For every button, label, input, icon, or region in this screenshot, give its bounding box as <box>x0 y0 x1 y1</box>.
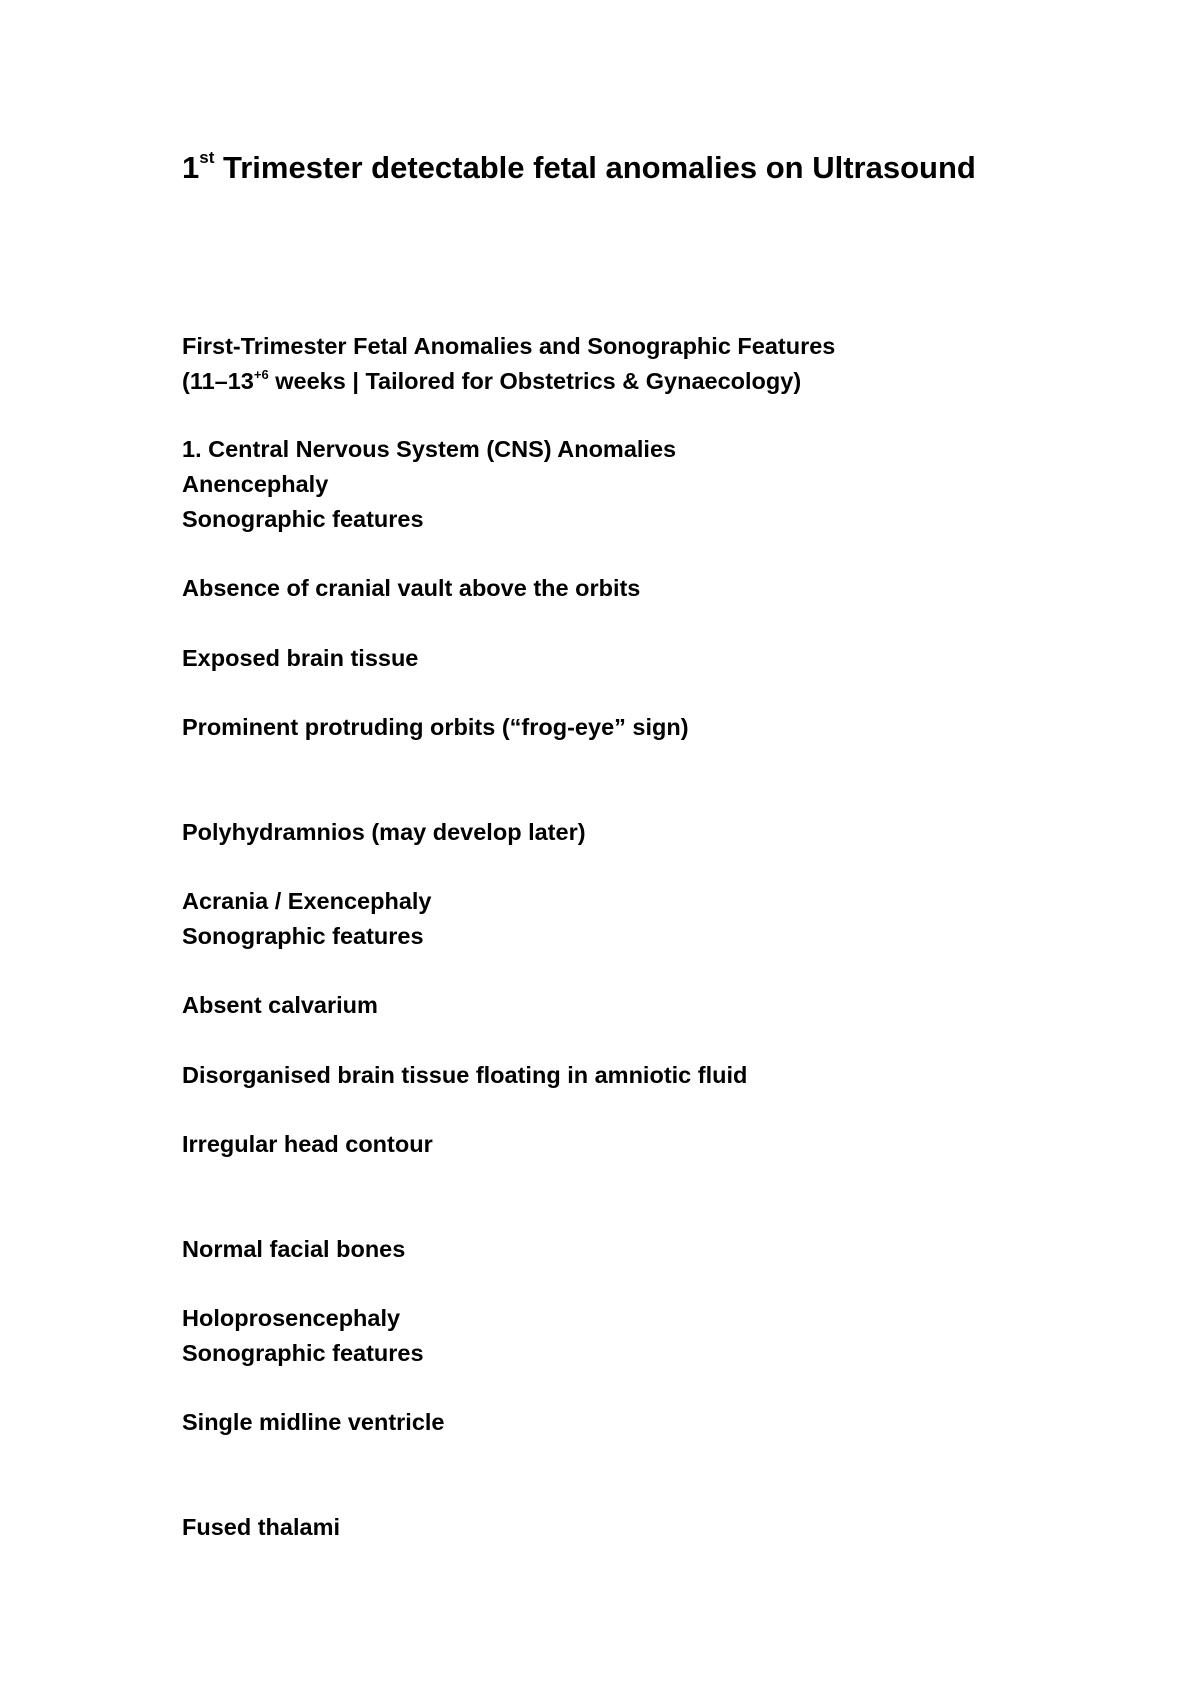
title-text: Trimester detectable fetal anomalies on Ultrasound <box>214 150 976 185</box>
title-prefix: 1 <box>182 150 200 185</box>
feature-item: Irregular head contour <box>182 1131 433 1157</box>
title-superscript: st <box>199 148 215 167</box>
subtitle-prefix: (11–13 <box>182 368 254 394</box>
anomaly-name-holoprosencephaly: Holoprosencephaly <box>182 1305 401 1331</box>
document-title <box>182 150 976 186</box>
subtitle-superscript: +6 <box>253 367 269 382</box>
anomaly-name-anencephaly: Anencephaly <box>182 471 329 497</box>
feature-item: Disorganised brain tissue floating in amniotic fluid <box>182 1062 748 1088</box>
subtitle-text: weeks | Tailored for Obstetrics & Gynaecology) <box>268 368 802 394</box>
features-label-acrania: Sonographic features <box>182 923 424 949</box>
anomaly-name-acrania: Acrania / Exencephaly <box>182 888 432 914</box>
feature-item: Single midline ventricle <box>182 1409 445 1435</box>
features-label-anencephaly: Sonographic features <box>182 506 424 532</box>
feature-item: Polyhydramnios (may develop later) <box>182 819 586 845</box>
subtitle-line-1: First-Trimester Fetal Anomalies and Sonographic Features <box>182 333 836 359</box>
feature-item: Exposed brain tissue <box>182 645 419 671</box>
feature-item: Normal facial bones <box>182 1236 406 1262</box>
features-label-holoprosencephaly: Sonographic features <box>182 1340 424 1366</box>
feature-item: Absent calvarium <box>182 992 378 1018</box>
section-heading-cns: 1. Central Nervous System (CNS) Anomalies <box>182 436 677 462</box>
feature-item: Prominent protruding orbits (“frog-eye” sign) <box>182 714 689 740</box>
feature-item: Fused thalami <box>182 1514 341 1540</box>
subtitle-line-2 <box>182 368 801 395</box>
feature-item: Absence of cranial vault above the orbits <box>182 575 641 601</box>
